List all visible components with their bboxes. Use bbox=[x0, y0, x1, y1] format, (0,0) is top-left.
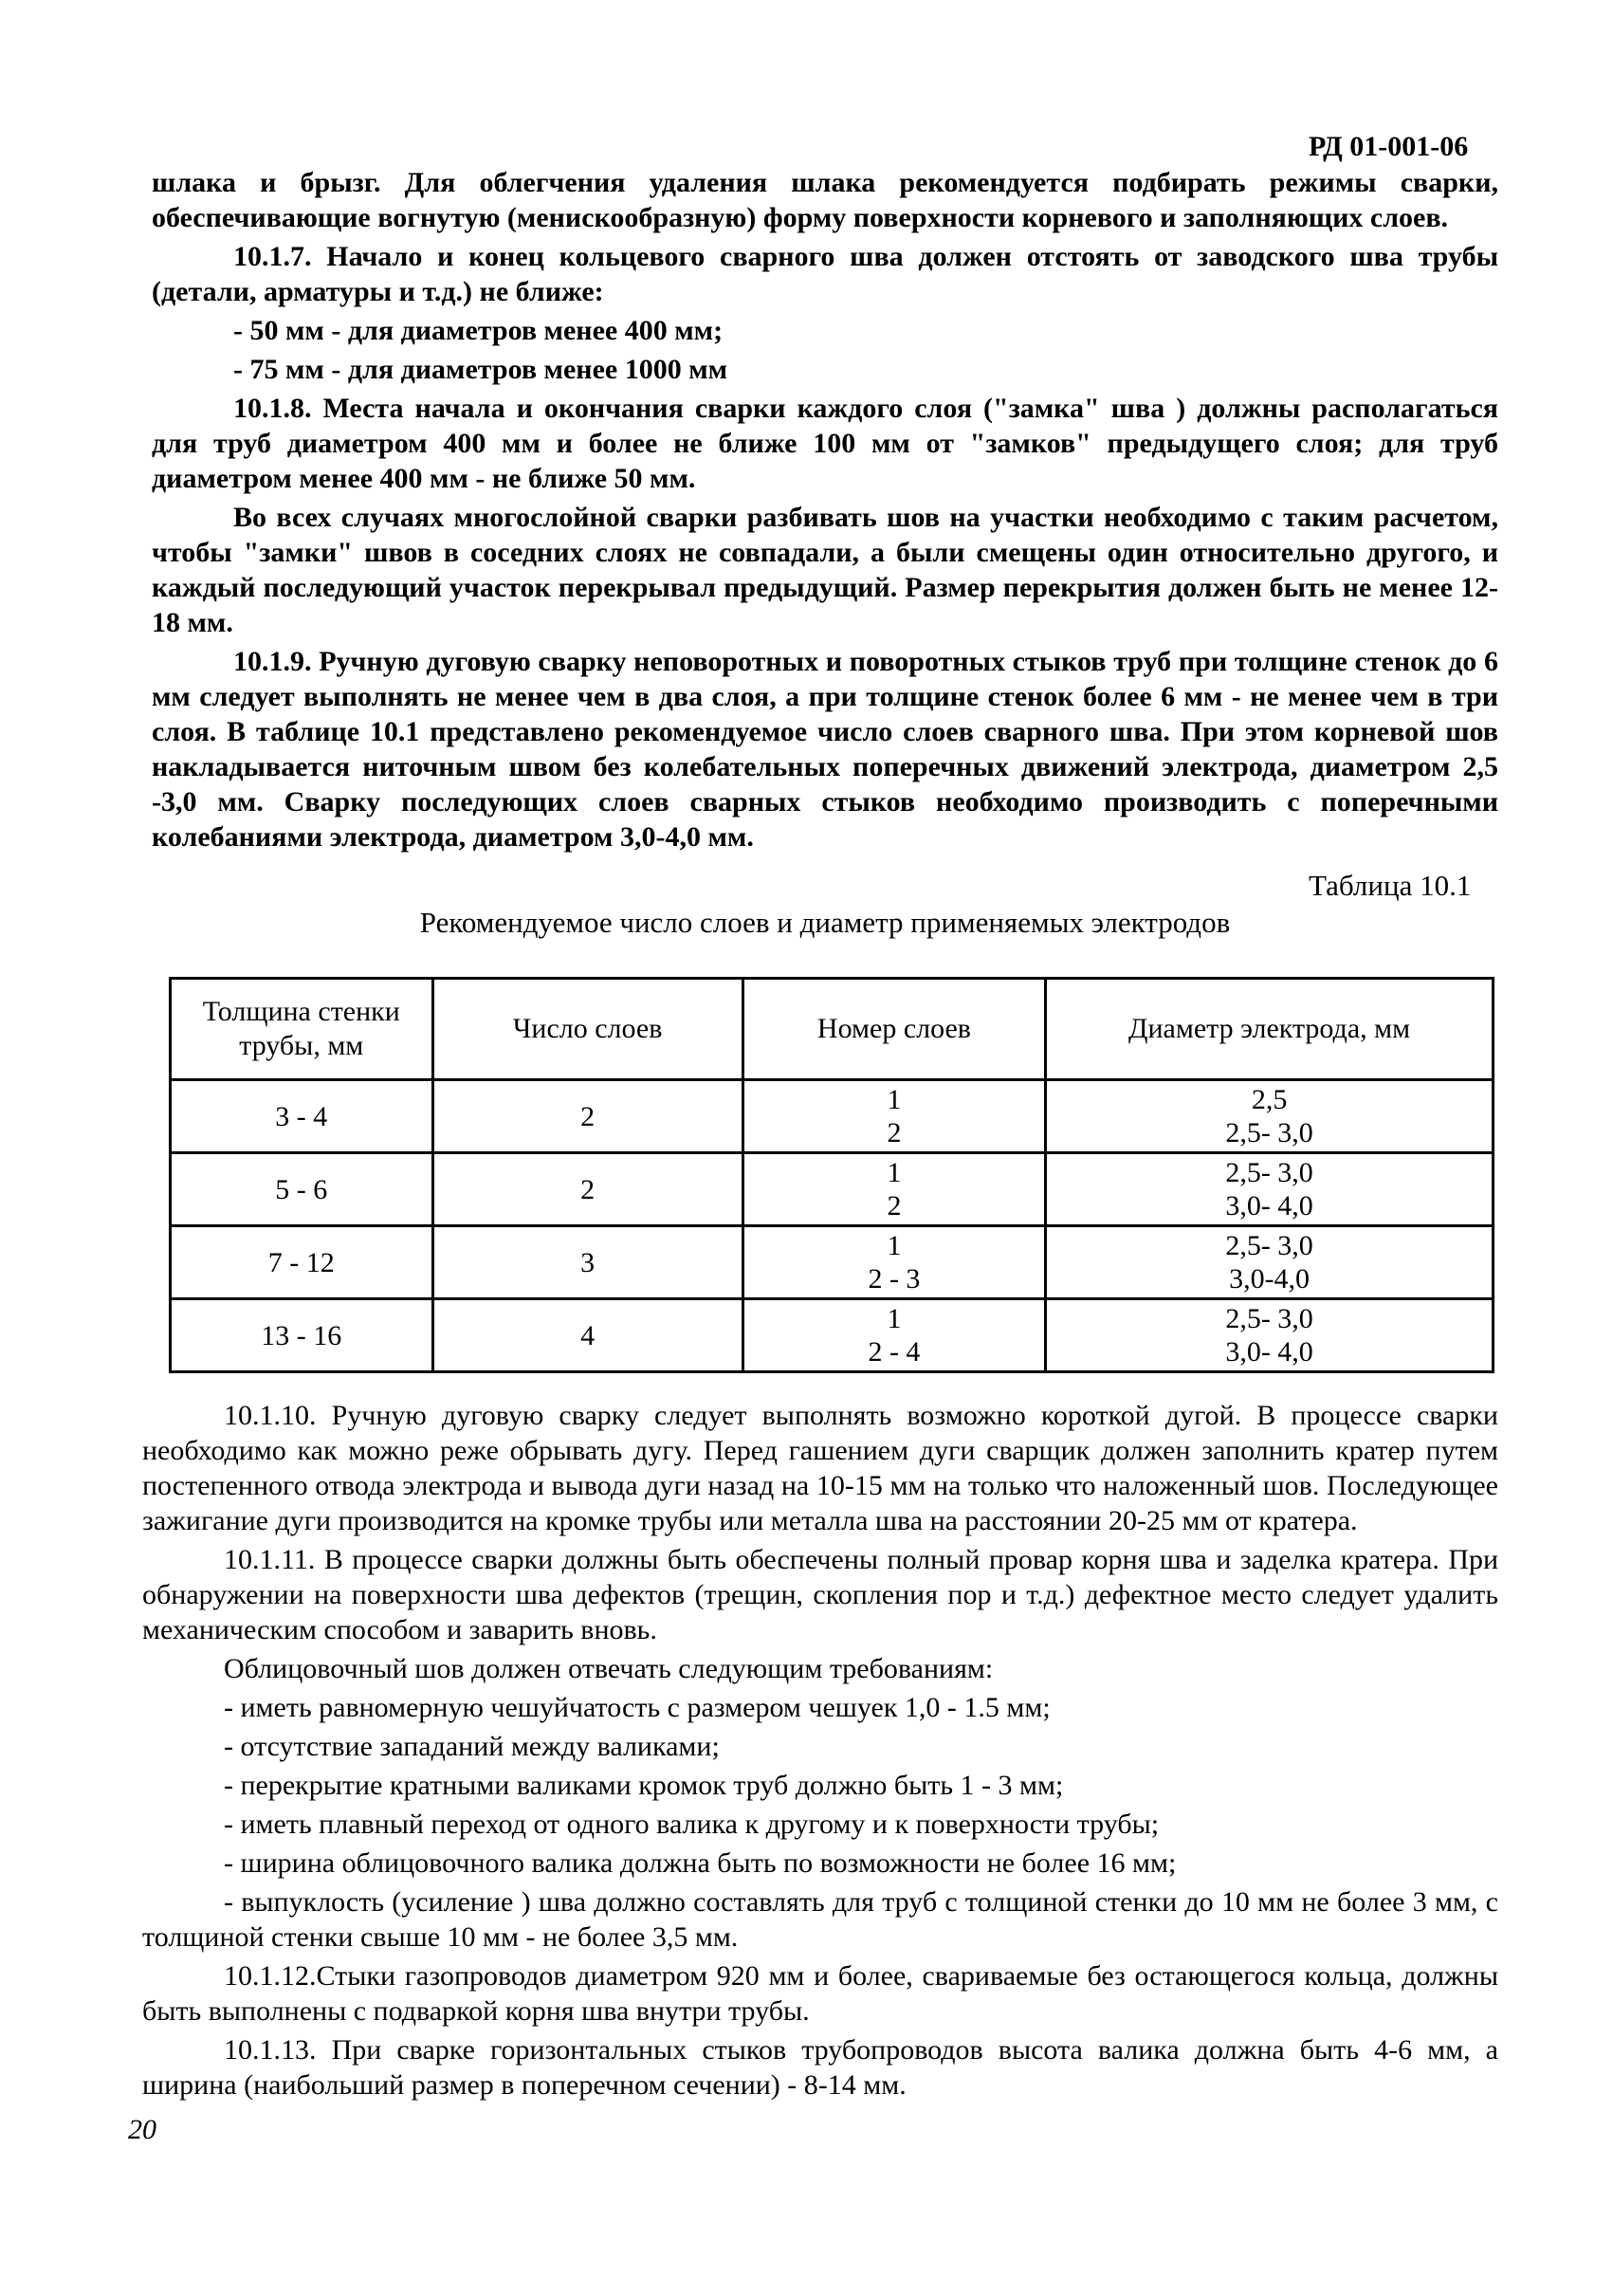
table-header-row bbox=[171, 979, 1494, 1080]
list-item-overlap: - перекрытие кратными валиками кромок труб должно быть 1 - 3 мм; bbox=[224, 1770, 1064, 1801]
list-item-reinforcement: - выпуклость (усиление ) шва должно составлять для труб с толщиной стенки до 10 мм не более 3 мм, с толщиной стенки свыше 10 мм - не более 3,5 мм. bbox=[142, 1886, 1498, 1953]
paragraph-10-1-7: 10.1.7. Начало и конец кольцевого сварного шва должен отстоять от заводского шва трубы (детали, арматуры и т.д.) не ближе: bbox=[152, 241, 1498, 307]
list-item-bead-width: - ширина облицовочного валика должна быть по возможности не более 16 мм; bbox=[224, 1847, 1177, 1879]
paragraph-10-1-10: 10.1.10. Ручную дуговую сварку следует выполнять возможно короткой дугой. В процессе сварки необходимо как можно реже обрывать дугу. Перед гашением дуги сварщик должен заполнить кратер путем постепенного отвода электрода и вывода дуги назад на 10-15 мм на только что наложенный шов. Последующее зажигание дуги производится на кромке трубы или металла шва на расстоянии 20-25 мм от кратера. bbox=[142, 1400, 1498, 1536]
cell-thickness: 13 - 16 bbox=[171, 1299, 433, 1372]
cell-thickness: 5 - 6 bbox=[171, 1153, 433, 1226]
cell-layers bbox=[742, 1226, 1045, 1299]
list-item-ripple: - иметь равномерную чешуйчатость с размером чешуек 1,0 - 1.5 мм; bbox=[224, 1692, 1051, 1723]
layer-1: 1 bbox=[887, 1303, 902, 1334]
cell-diameter bbox=[1046, 1080, 1494, 1153]
list-item-50mm: - 50 мм - для диаметров менее 400 мм; bbox=[233, 315, 724, 346]
paragraph-10-1-11: 10.1.11. В процессе сварки должны быть обеспечены полный провар корня шва и заделка кратера. При обнаружении на поверхности шва дефектов (трещин, скопления пор и т.д.) дефектное место следует удалить механическим способом и заварить вновь. bbox=[142, 1544, 1498, 1645]
table-row bbox=[171, 1299, 1494, 1372]
layer-2: 2 bbox=[887, 1190, 902, 1221]
table-row bbox=[171, 1226, 1494, 1299]
page-number: 20 bbox=[128, 2114, 156, 2145]
table-row bbox=[171, 1080, 1494, 1153]
layer-2: 2 - 4 bbox=[868, 1336, 921, 1368]
diameter-2: 3,0- 4,0 bbox=[1225, 1190, 1313, 1221]
diameter-1: 2,5- 3,0 bbox=[1225, 1230, 1313, 1261]
cell-layers bbox=[742, 1299, 1045, 1372]
layer-1: 1 bbox=[887, 1230, 902, 1261]
cell-thickness: 3 - 4 bbox=[171, 1080, 433, 1153]
paragraph-10-1-13: 10.1.13. При сварке горизонтальных стыков трубопроводов высота валика должна быть 4-6 мм, а ширина (наибольший размер в поперечном сечении) - 8-14 мм. bbox=[142, 2034, 1498, 2101]
header-thickness: Толщина стенки трубы, мм bbox=[171, 979, 433, 1080]
layer-1: 1 bbox=[887, 1084, 902, 1115]
cell-thickness: 7 - 12 bbox=[171, 1226, 433, 1299]
header-layers: Номер слоев bbox=[742, 979, 1045, 1080]
layer-1: 1 bbox=[887, 1157, 902, 1188]
list-item-75mm: - 75 мм - для диаметров менее 1000 мм bbox=[233, 354, 728, 385]
paragraph-10-1-8: 10.1.8. Места начала и окончания сварки каждого слоя ("замка" шва ) должны располагаться для труб диаметром 400 мм и более не ближе 100 мм от "замков" предыдущего слоя; для труб диаметром менее 400 мм - не ближе 50 мм. bbox=[152, 393, 1498, 494]
table-title: Рекомендуемое число слоев и диаметр применяемых электродов bbox=[419, 906, 1231, 939]
cell-count: 3 bbox=[432, 1226, 742, 1299]
cell-diameter bbox=[1046, 1153, 1494, 1226]
list-item-no-undercut: - отсутствие западаний между валиками; bbox=[224, 1731, 720, 1762]
cell-diameter bbox=[1046, 1226, 1494, 1299]
cell-diameter bbox=[1046, 1299, 1494, 1372]
cell-count: 4 bbox=[432, 1299, 742, 1372]
electrode-table bbox=[169, 977, 1494, 1373]
layer-2: 2 bbox=[887, 1117, 902, 1148]
cell-count: 2 bbox=[432, 1153, 742, 1226]
cell-count: 2 bbox=[432, 1080, 742, 1153]
table-label: Таблица 10.1 bbox=[1309, 869, 1472, 902]
table-row bbox=[171, 1153, 1494, 1226]
paragraph-multilayer: Во всех случаях многослойной сварки разбивать шов на участки необходимо с таким расчетом, чтобы "замки" швов в соседних слоях не совпадали, а были смещены один относительно другого, и каждый последующий участок перекрывал предыдущий. Размер перекрытия должен быть не менее 12-18 мм. bbox=[152, 502, 1498, 638]
paragraph-10-1-9: 10.1.9. Ручную дуговую сварку неповоротных и поворотных стыков труб при толщине стенок до 6 мм следует выполнять не менее чем в два слоя, а при толщине стенок более 6 мм - не менее чем в три слоя. В таблице 10.1 представлено рекомендуемое число слоев сварного шва. При этом корневой шов накладывается ниточным швом без колебательных поперечных движений электрода, диаметром 2,5 -3,0 мм. Сварку последующих слоев сварных стыков необходимо производить с поперечными колебаниями электрода, диаметром 3,0-4,0 мм. bbox=[152, 646, 1498, 853]
diameter-1: 2,5 bbox=[1251, 1084, 1288, 1115]
diameter-2: 3,0-4,0 bbox=[1229, 1263, 1311, 1295]
paragraph-10-1-12: 10.1.12.Стыки газопроводов диаметром 920 мм и более, свариваемые без остающегося кольца, должны быть выполнены с подваркой корня шва внутри трубы. bbox=[142, 1960, 1498, 2027]
header-count: Число слоев bbox=[432, 979, 742, 1080]
diameter-2: 3,0- 4,0 bbox=[1225, 1336, 1313, 1368]
cell-layers bbox=[742, 1153, 1045, 1226]
cell-layers bbox=[742, 1080, 1045, 1153]
diameter-1: 2,5- 3,0 bbox=[1225, 1303, 1313, 1334]
text-block-bottom bbox=[142, 1398, 1498, 2106]
layer-2: 2 - 3 bbox=[868, 1263, 921, 1295]
header-diameter: Диаметр электрода, мм bbox=[1046, 979, 1494, 1080]
paragraph-slag: шлака и брызг. Для облегчения удаления шлака рекомендуется подбирать режимы сварки, обеспечивающие вогнутую (менискообразную) форму поверхности корневого и заполняющих слоев. bbox=[152, 167, 1498, 233]
text-block-top bbox=[152, 165, 1498, 858]
document-code: РД 01-001-06 bbox=[1309, 131, 1469, 162]
paragraph-cap-requirements: Облицовочный шов должен отвечать следующим требованиям: bbox=[224, 1653, 994, 1684]
diameter-1: 2,5- 3,0 bbox=[1225, 1157, 1313, 1188]
list-item-smooth-transition: - иметь плавный переход от одного валика к другому и к поверхности трубы; bbox=[224, 1809, 1160, 1840]
diameter-2: 2,5- 3,0 bbox=[1225, 1117, 1313, 1148]
